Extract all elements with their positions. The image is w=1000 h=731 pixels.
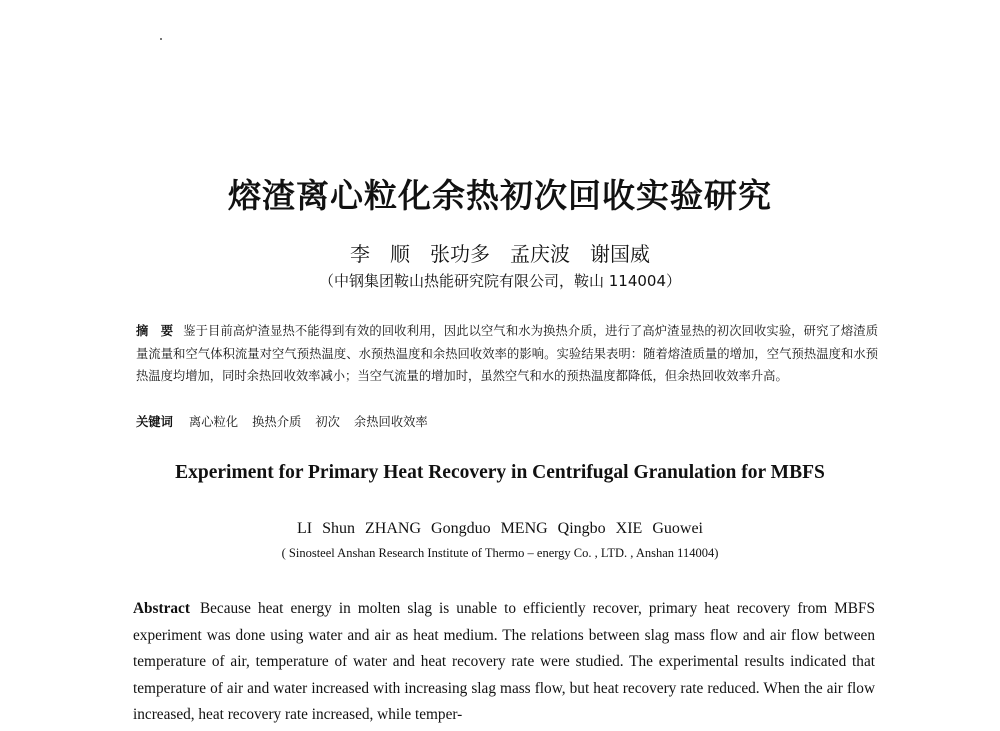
authors-chinese: 李 顺 张功多 孟庆波 谢国威	[350, 242, 650, 266]
keywords-chinese-label: 关键词	[136, 415, 173, 429]
abstract-english	[133, 596, 875, 729]
keyword-item: 余热回收效率	[353, 415, 428, 429]
keywords-chinese-list	[189, 415, 442, 429]
authors-english: LI Shun ZHANG Gongduo MENG Qingbo XIE Guowei	[297, 520, 703, 537]
keywords-chinese	[136, 413, 442, 431]
abstract-chinese-text: 鉴于目前高炉渣显热不能得到有效的回收利用，因此以空气和水为换热介质，进行了高炉渣显热的初次回收实验，研究了熔渣质量流量和空气体积流量对空气预热温度、水预热温度和余热回收效率的影响。实验结果表明：随着熔渣质量的增加，空气预热温度和水预热温度均增加，同时余热回收效率减小；当空气流量的增加时，虽然空气和水的预热温度都降低，但余热回收效率升高。	[136, 324, 878, 383]
title-chinese: 熔渣离心粒化余热初次回收实验研究	[228, 176, 772, 215]
abstract-chinese	[136, 320, 878, 388]
title-english: Experiment for Primary Heat Recovery in Centrifugal Granulation for MBFS	[175, 462, 825, 483]
keyword-item: 换热介质	[252, 415, 302, 429]
keyword-item: 离心粒化	[188, 415, 239, 429]
affiliation-english: ( Sinosteel Anshan Research Institute of Thermo – energy Co. , LTD. , Anshan 114004)	[281, 546, 719, 560]
keyword-item: 初次	[315, 415, 340, 429]
scan-speck	[160, 38, 162, 40]
abstract-english-text: Because heat energy in molten slag is unable to efficiently recover, primary heat recovery from MBFS experiment was done using water and air as heat medium. The relations between slag mass flow and air flow between temperature of air, temperature of water and heat recovery rate were studied. The experimental results indicated that temperature of air and water increased with increasing slag mass flow, but heat recovery rate reduced. When the air flow increased, heat recovery rate increased, while temper-	[133, 600, 875, 724]
abstract-english-label: Abstract	[133, 600, 190, 617]
abstract-chinese-label: 摘 要	[136, 324, 178, 338]
affiliation-chinese: （中钢集团鞍山热能研究院有限公司，鞍山 114004）	[318, 272, 682, 290]
